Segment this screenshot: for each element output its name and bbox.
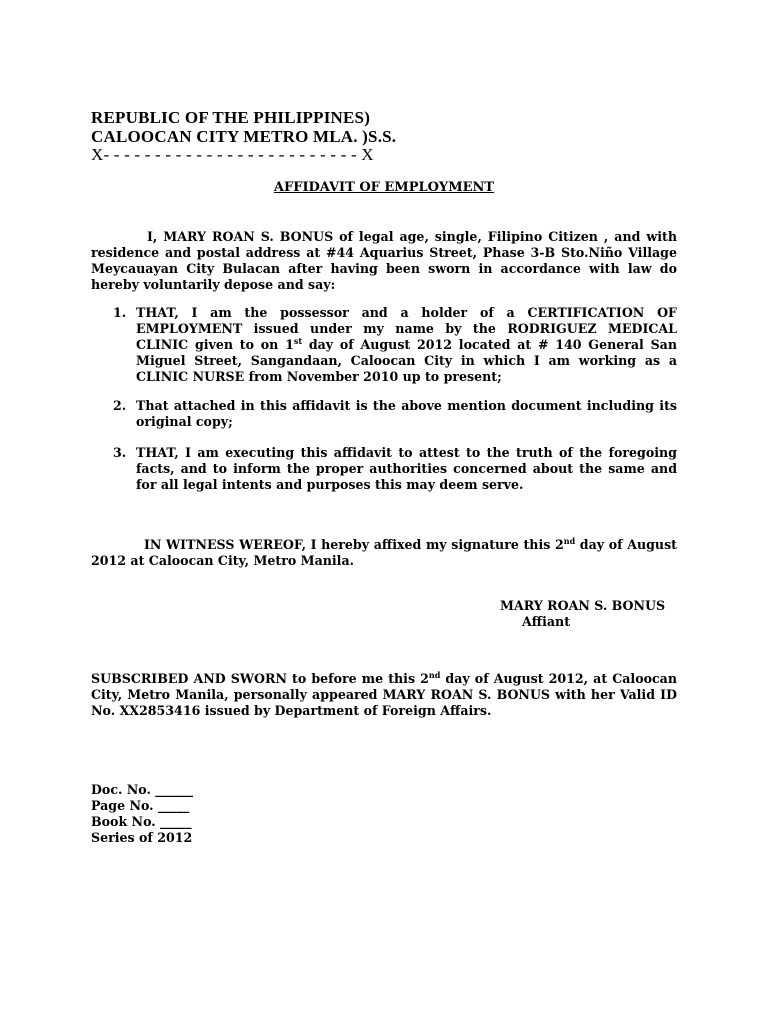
intro-paragraph: I, MARY ROAN S. BONUS of legal age, single, Filipino Citizen , and with residence and postal address at #44 Aquarius Street, Phase 3-B Sto.Niño Village Meycauayan City Bulacan after having been sworn in accordance with law do hereby voluntarily depose and say: [91, 229, 677, 292]
affiant-name: MARY ROAN S. BONUS [500, 598, 666, 613]
page-no: Page No. _____ [91, 798, 190, 813]
sworn-paragraph: SUBSCRIBED AND SWORN to before me this 2nd day of August 2012, at Caloocan City, Metro Manila, personally appeared MARY ROAN S. BONUS with her Valid ID No. XX2853416 issued by Department of Foreign Affairs. [91, 670, 677, 718]
list-item-text: THAT, I am the possessor and a holder of a CERTIFICATION OF EMPLOYMENT issued under my name by the RODRIGUEZ MEDICAL CLINIC given to on 1st day of August 2012 located at # 140 General San Miguel Street, Sangandaan, Caloocan City in which I am working as a CLINIC NURSE from November 2010 up to present; [136, 305, 677, 384]
header-republic: REPUBLIC OF THE PHILIPPINES) [91, 108, 371, 127]
notary-doc-info [91, 782, 193, 846]
list-item-text: THAT, I am executing this affidavit to attest to the truth of the foregoing facts, and to inform the proper authorities concerned about the same and for all legal intents and purposes this may deem serve. [136, 445, 677, 492]
witness-paragraph: IN WITNESS WEREOF, I hereby affixed my signature this 2nd day of August 2012 at Caloocan City, Metro Manila. [91, 536, 677, 568]
list-item-text: That attached in this affidavit is the above mention document including its original copy; [136, 398, 677, 429]
doc-no: Doc. No. ______ [91, 782, 193, 797]
list-item-number: 1. [113, 305, 127, 320]
header-city: CALOOCAN CITY METRO MLA. )S.S. [91, 127, 397, 146]
header-separator: X- - - - - - - - - - - - - - - - - - - - - - - - - X [91, 145, 374, 164]
list-item-number: 2. [113, 398, 127, 413]
list-item-number: 3. [113, 445, 127, 460]
document-title: AFFIDAVIT OF EMPLOYMENT [273, 180, 495, 195]
affiant-role: Affiant [522, 614, 571, 629]
series: Series of 2012 [91, 830, 193, 845]
book-no: Book No. _____ [91, 814, 192, 829]
